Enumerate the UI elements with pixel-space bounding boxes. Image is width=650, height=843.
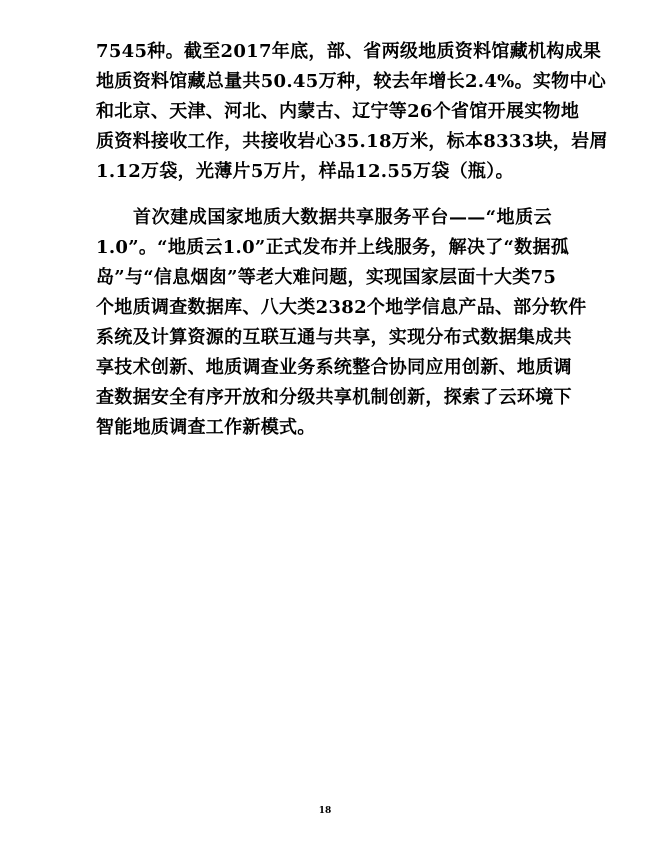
paragraph-line: 1.0”。“地质云1.0”正式发布并上线服务，解决了“数据孤 [96, 237, 570, 258]
paragraph-line: 地质资料馆藏总量共50.45万种，较去年增长2.4%。实物中心 [96, 71, 607, 92]
paragraph-line: 首次建成国家地质大数据共享服务平台——“地质云 [133, 207, 552, 228]
page-number: 18 [318, 806, 332, 816]
paragraph-line: 查数据安全有序开放和分级共享机制创新，探索了云环境下 [96, 387, 572, 408]
paragraph-archive-statistics [96, 37, 608, 187]
paragraph-geocloud-platform [96, 203, 587, 443]
paragraph-line: 系统及计算资源的互联互通与共享，实现分布式数据集成共 [96, 327, 572, 348]
paragraph-line: 1.12万袋，光薄片5万片，样品12.55万袋（瓶）。 [96, 161, 514, 182]
paragraph-line: 和北京、天津、河北、内蒙古、辽宁等26个省馆开展实物地 [96, 101, 580, 122]
paragraph-line: 个地质调查数据库、八大类2382个地学信息产品、部分软件 [96, 297, 587, 318]
paragraph-line: 享技术创新、地质调查业务系统整合协同应用创新、地质调 [96, 357, 572, 378]
paragraph-line: 质资料接收工作，共接收岩心35.18万米，标本8333块，岩屑 [96, 131, 608, 152]
paragraph-line: 智能地质调查工作新模式。 [96, 417, 316, 438]
paragraph-line: 岛”与“信息烟囱”等老大难问题，实现国家层面十大类75 [96, 267, 557, 288]
paragraph-line: 7545种。截至2017年底，部、省两级地质资料馆藏机构成果 [96, 41, 602, 62]
